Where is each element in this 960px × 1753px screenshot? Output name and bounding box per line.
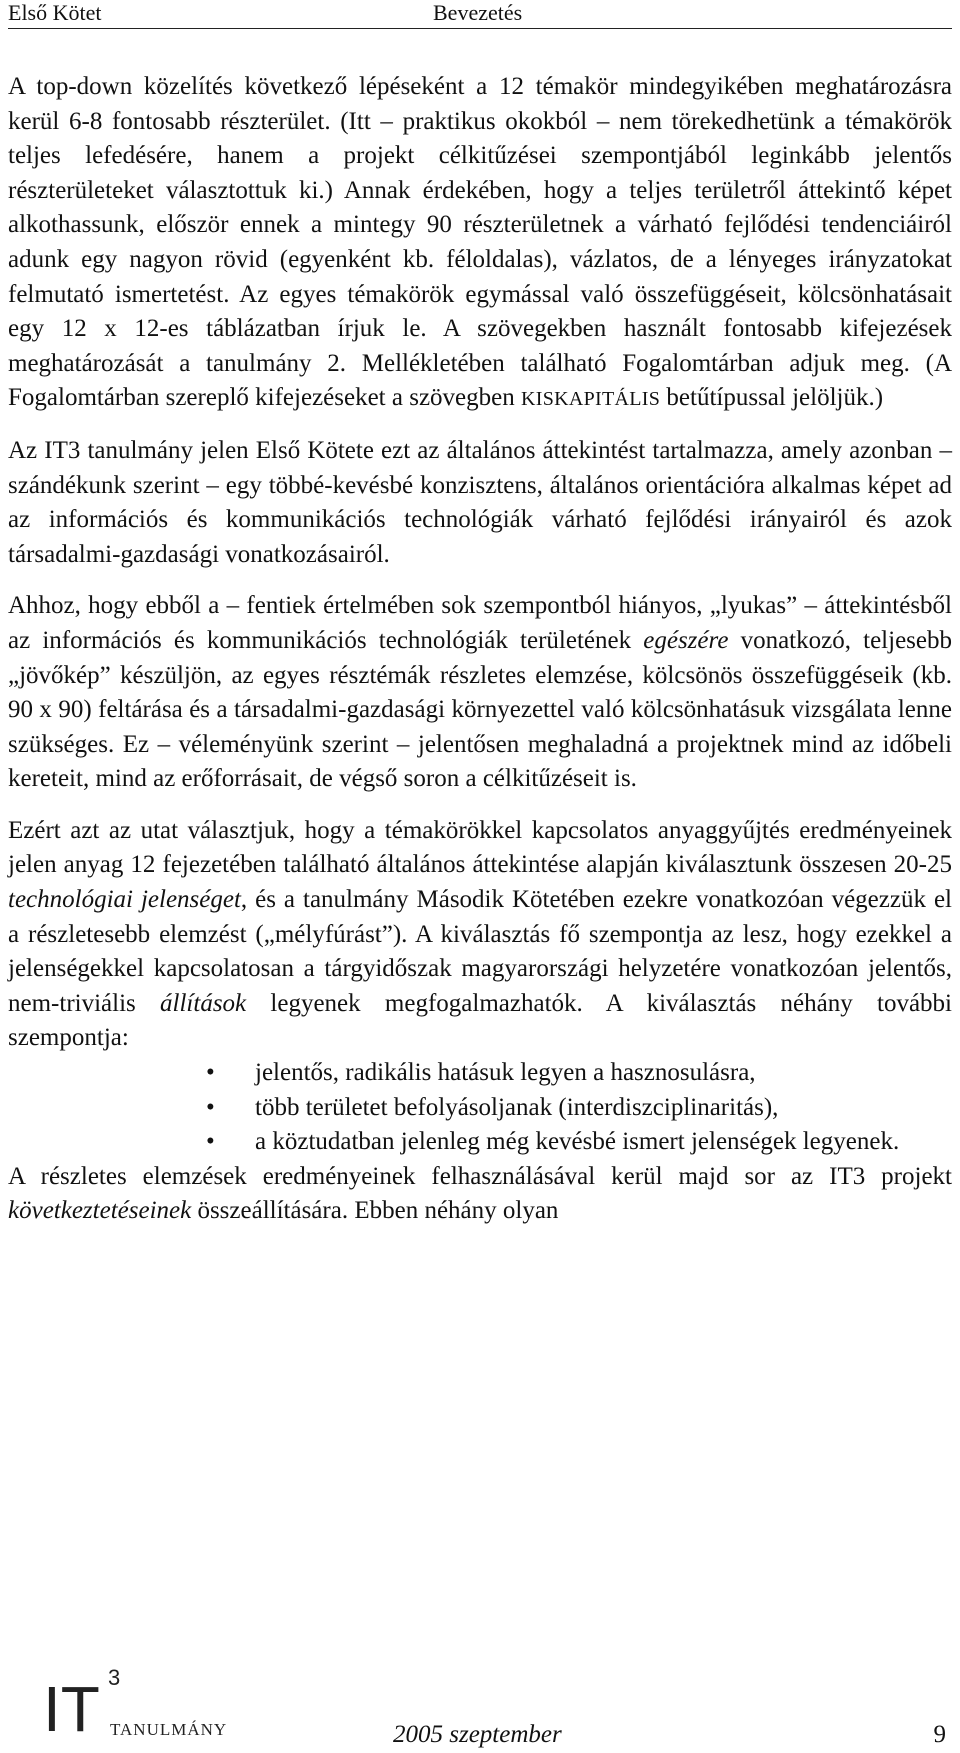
svg-text:TANULMÁNY: TANULMÁNY [110, 1720, 228, 1739]
paragraph-5-text: A részletes elemzések eredményeinek felhasználásával kerül majd sor az IT3 projekt [8, 1162, 952, 1190]
svg-text:3: 3 [108, 1665, 121, 1690]
paragraph-1-text: A top-down közelítés következő lépéseként a 12 témakör mindegyikében meghatározásra kerül 6-8 fontosabb részterület. (Itt – praktikus okokból – nem törekedhetünk a témakörök teljes lefedésére, hanem a projekt célkitűzései szempontjából leginkább jelentős részterületeket választottuk ki.) Annak érdekében, hogy a teljes területről áttekintő képet alkothassunk, először ennek a mintegy 90 részterületnek a várható fejlődési tendenciáiról adunk egy nagyon rövid (egyenként kb. féloldalas), vázlatos, de a lényeges irányzatokat felmutató ismertetést. Az egyes témakörök egymással való összefüggéseit, kölcsönhatásait egy 12 x 12-es táblázatban írjuk le. A szövegekben használt fontosabb kifejezések meghatározását a tanulmány 2. Mellékletében található Fogalomtárban adjuk meg. (A Fogalomtárban szereplő kifejezéseket a szövegben [8, 73, 952, 412]
paragraph-4-text-end: legyenek megfogalmazhatók. A kiválasztás néhány további szempontja: [8, 989, 953, 1052]
small-caps-term: KISKAPITÁLIS [520, 388, 661, 411]
paragraph-3-emphasis: egészére [643, 626, 729, 654]
paragraph-5 [8, 1160, 952, 1229]
list-item [8, 1091, 952, 1126]
list-item [8, 1125, 952, 1160]
paragraph-4-text: Ezért azt az utat választjuk, hogy a témakörökkel kapcsolatos anyaggyűjtés eredményeinek jelen anyag 12 fejezetében található általános áttekintése alapján kiválasztunk összesen 20-25 [8, 816, 952, 879]
bullet-icon: • [206, 1128, 215, 1156]
page-header [8, 0, 952, 29]
paragraph-1-text-end: betűtípussal jelöljük.) [660, 384, 884, 412]
paragraph-4-emphasis-2: állítások [160, 989, 247, 1017]
paragraph-1 [8, 70, 952, 417]
svg-text:IT: IT [43, 1673, 100, 1745]
list-item-text: a köztudatban jelenleg még kevésbé ismert jelenségek legyenek. [255, 1128, 900, 1156]
paragraph-2: Az IT3 tanulmány jelen Első Kötete ezt az általános áttekintést tartalmazza, amely azonban – szándékunk szerint – egy többé-kevésbé konzisztens, általános orientációra alkalmas képet ad az információs és kommunikációs technológiák várható fejlődési irányairól és azok társadalmi-gazdasági vonatkozásairól. [8, 436, 952, 568]
list-item-text: több területet befolyásoljanak (interdiszciplinaritás), [255, 1093, 779, 1121]
header-volume-title: Első Kötet [8, 0, 102, 25]
list-item-text: jelentős, radikális hatásuk legyen a hasznosulásra, [255, 1059, 756, 1087]
list-item [8, 1056, 952, 1091]
paragraph-4 [8, 814, 952, 1056]
paragraph-5-emphasis: következtetéseinek [8, 1197, 192, 1225]
page-number: 9 [933, 1721, 946, 1748]
bullet-icon: • [206, 1093, 215, 1121]
paragraph-4-emphasis-1: technológiai jelenséget [8, 886, 241, 914]
header-section-title: Bevezetés [433, 0, 523, 25]
criteria-list [8, 1056, 952, 1160]
page-footer [8, 1655, 952, 1753]
bullet-icon: • [206, 1059, 215, 1087]
document-body [8, 70, 952, 1246]
footer-date: 2005 szeptember [393, 1721, 562, 1748]
paragraph-4-text-mid: , és a tanulmány Második Kötetében ezekre vonatkozóan végezzük el a részletesebb elemzést („mélyfúrást”). A kiválasztás fő szempontja az lesz, hogy ezekkel a jelenségekkel kapcsolatosan a tárgyidőszak magyarországi helyzetére vonatkozóan jelentős, nem-triviális [8, 886, 952, 1017]
paragraph-3 [8, 589, 952, 797]
it3-tanulmany-logo [38, 1655, 278, 1745]
paragraph-3-text-end: vonatkozó, teljesebb „jövőkép” készüljön, az egyes résztémák részletes elemzése, kölcsönös összefüggéseik (kb. 90 x 90) feltárása és a társadalmi-gazdasági környezettel való kölcsönhatásuk vizsgálata lenne szükséges. Ez – véleményünk szerint – jelentősen meghaladná a projektnek mind az időbeli kereteit, mind az erőforrásait, de végső soron a célkitűzéseit is. [8, 626, 952, 793]
paragraph-3-text: Ahhoz, hogy ebből a – fentiek értelmében sok szempontból hiányos, „lyukas” – áttekintésből az információs és kommunikációs technológiák területének [8, 592, 952, 654]
paragraph-5-text-end: összeállítására. Ebben néhány olyan [191, 1197, 559, 1225]
